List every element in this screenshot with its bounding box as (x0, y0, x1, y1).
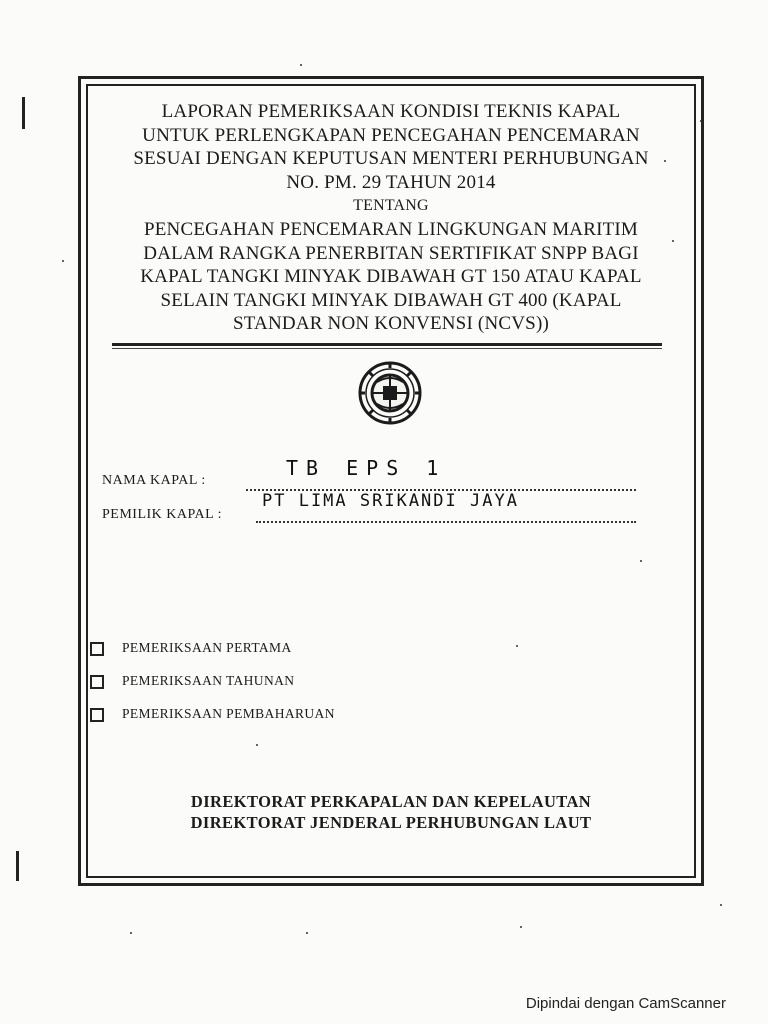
title-divider-thin (112, 348, 662, 349)
title-divider (112, 343, 662, 346)
title-line: DALAM RANGKA PENERBITAN SERTIFIKAT SNPP BAGI (143, 242, 639, 264)
title-line: UNTUK PERLENGKAPAN PENCEGAHAN PENCEMARAN (142, 124, 640, 146)
scan-speck (300, 64, 302, 66)
scan-margin-mark (16, 851, 19, 881)
ministry-emblem-icon (357, 360, 423, 426)
pemilik-kapal-label: PEMILIK KAPAL : (102, 507, 223, 522)
issuer-line: DIREKTORAT PERKAPALAN DAN KEPELAUTAN (190, 792, 592, 811)
checkbox[interactable] (90, 675, 104, 689)
title-line: NO. PM. 29 TAHUN 2014 (286, 171, 496, 193)
title-line: SESUAI DENGAN KEPUTUSAN MENTERI PERHUBUNGAN (133, 148, 649, 170)
scan-margin-mark (22, 97, 25, 129)
pemilik-kapal-value: PT LIMA SRIKANDI JAYA (262, 491, 519, 511)
nama-kapal-value: TB EPS 1 (286, 456, 447, 480)
title-line: STANDAR NON KONVENSI (NCVS)) (233, 313, 549, 335)
camscanner-watermark: Dipindai dengan CamScanner (525, 995, 726, 1012)
scan-speck (520, 926, 522, 928)
scan-speck (720, 904, 722, 906)
title-line: SELAIN TANGKI MINYAK DIBAWAH GT 400 (KAPAL (160, 289, 622, 311)
issuer-line: DIREKTORAT JENDERAL PERHUBUNGAN LAUT (190, 813, 592, 832)
title-line: PENCEGAHAN PENCEMARAN LINGKUNGAN MARITIM (143, 218, 639, 240)
checkbox-label: PEMERIKSAAN PEMBAHARUAN (122, 706, 335, 721)
title-line: TENTANG (353, 197, 429, 215)
title-line: KAPAL TANGKI MINYAK DIBAWAH GT 150 ATAU KAPAL (140, 266, 642, 288)
checkbox-label: PEMERIKSAAN TAHUNAN (122, 673, 295, 688)
pemilik-kapal-dots (256, 521, 636, 523)
issuer-block (96, 791, 686, 833)
scan-speck (130, 932, 132, 934)
nama-kapal-label: NAMA KAPAL : (102, 473, 206, 488)
checkbox[interactable] (90, 708, 104, 722)
checkbox[interactable] (90, 642, 104, 656)
scan-speck (62, 260, 64, 262)
title-line: LAPORAN PEMERIKSAAN KONDISI TEKNIS KAPAL (161, 101, 621, 122)
scan-speck (306, 932, 308, 934)
document-title (96, 100, 686, 336)
checkbox-label: PEMERIKSAAN PERTAMA (122, 640, 292, 655)
